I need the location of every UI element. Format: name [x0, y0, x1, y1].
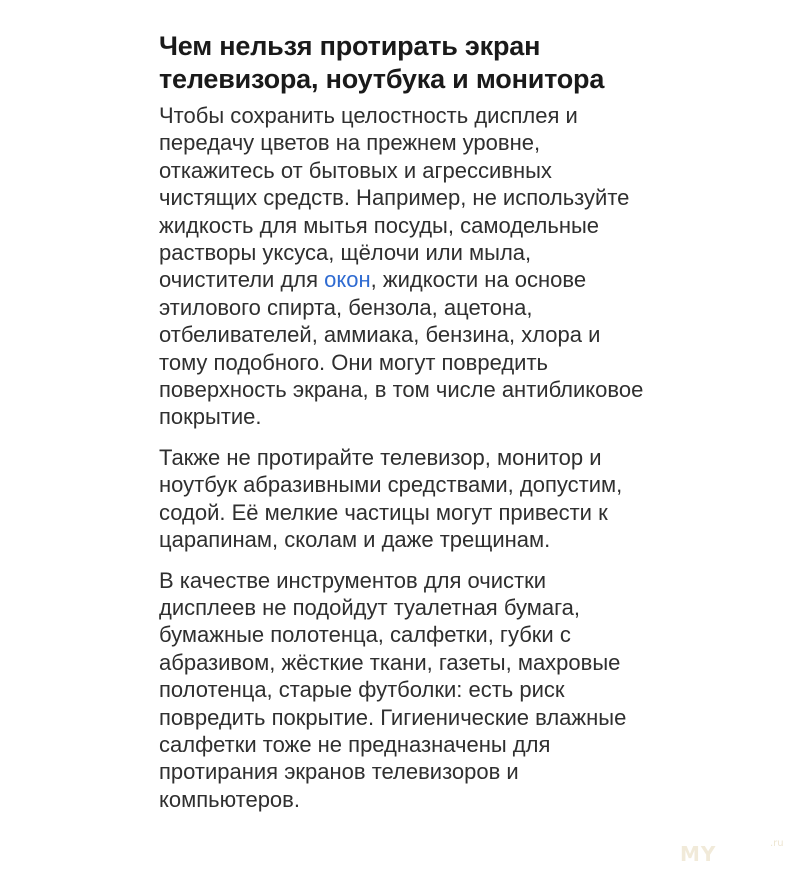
paragraph-cleaning-tools: В качестве инструментов для очистки дисплеев не подойдут туалетная бумага, бумажные полотенца, салфетки, губки с абразивом, жёсткие ткани, газеты, махровые полотенца, старые футболки: есть риск повредить покрытие. Гигиенические влажные салфетки тоже не предназначены для протирания экранов телевизоров и компьютеров.	[159, 567, 627, 812]
paragraph-abrasives: Также не протирайте телевизор, монитор и ноутбук абразивными средствами, допустим, содой. Её мелкие частицы могут привести к царапинам, сколам и даже трещинам.	[159, 444, 623, 553]
site-watermark: MY	[680, 842, 717, 866]
article-heading: Чем нельзя протирать экран телевизора, ноутбука и монитора	[159, 31, 605, 94]
site-watermark-suffix: .ru	[770, 838, 784, 849]
paragraph-text-before-link: Чтобы сохранить целостность дисплея и передачу цветов на прежнем уровне, откажитесь от бытовых и агрессивных чистящих средств. Например, не используйте жидкость для мытья посуды, самодельные растворы уксуса, щёлочи или мыла, очистители для	[159, 103, 630, 293]
article	[159, 30, 649, 826]
paragraph-cleaning-agents	[159, 102, 649, 431]
paragraph-text-after-link: , жидкости на основе этилового спирта, бензола, ацетона, отбеливателей, аммиака, бензина, хлора и тому подобного. Они могут повредить поверхность экрана, в том числе антибликовое покрытие.	[159, 267, 644, 430]
windows-link[interactable]: окон	[324, 267, 371, 293]
